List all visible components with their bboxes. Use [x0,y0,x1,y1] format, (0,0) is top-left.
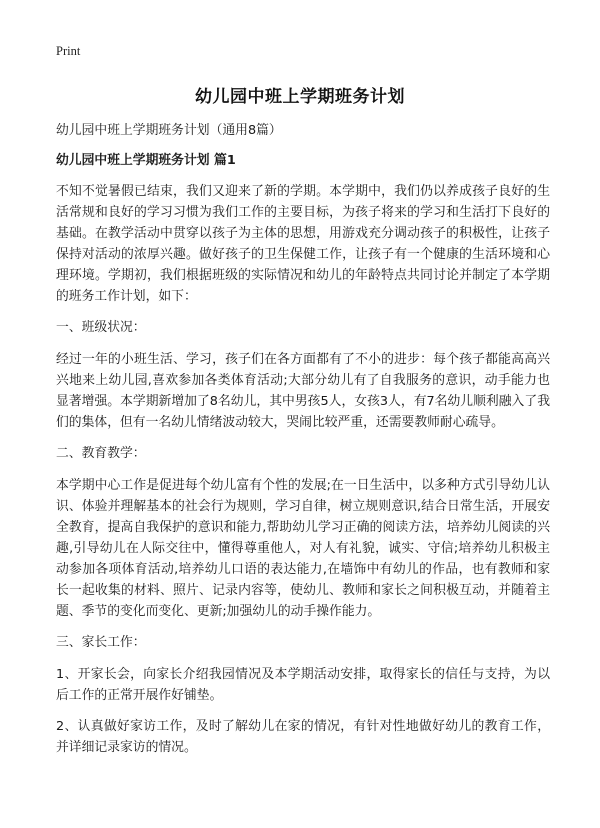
class-status-paragraph: 经过一年的小班生活、学习，孩子们在各方面都有了不小的进步：每个孩子都能高高兴兴地来上幼儿园,喜欢参加各类体育活动;大部分幼儿有了自我服务的意识，动手能力也显著增强。本学期新增加了8名幼儿，其中男孩5人，女孩3人，有7名幼儿顺利融入了我们的集体，但有一名幼儿情绪波动较大，哭闹比较严重，还需要教师耐心疏导。 [56,352,550,430]
document-title: 幼儿园中班上学期班务计划 [195,87,405,107]
print-label: Print [56,44,81,58]
heading-class-status: 一、班级状况： [56,320,146,335]
heading-parent-work: 三、家长工作： [56,635,146,650]
heading-teaching: 二、教育教学： [56,446,146,461]
parent-work-item-2: 2、认真做好家访工作，及时了解幼儿在家的情况，有针对性地做好幼儿的教育工作，并详细记录家访的情况。 [56,719,550,755]
parent-work-item-1: 1、开家长会，向家长介绍我园情况及本学期活动安排，取得家长的信任与支持，为以后工作的正常开展作好铺垫。 [56,667,550,703]
intro-paragraph: 不知不觉暑假已结束，我们又迎来了新的学期。本学期中，我们仍以养成孩子良好的生活常规和良好的学习习惯为我们工作的主要目标，为孩子将来的学习和生活打下良好的基础。在教学活动中贯穿以孩子为主体的思想，用游戏充分调动孩子的积极性，让孩子保持对活动的浓厚兴趣。做好孩子的卫生保健工作，让孩子有一个健康的生活环境和心理环境。学期初，我们根据班级的实际情况和幼儿的年龄特点共同讨论并制定了本学期的班务工作计划，如下： [56,184,550,304]
teaching-paragraph: 本学期中心工作是促进每个幼儿富有个性的发展;在一日生活中，以多种方式引导幼儿认识、体验并理解基本的社会行为规则，学习自律，树立规则意识,结合日常生活，开展安全教育，提高自我保护的意识和能力,帮助幼儿学习正确的阅读方法，培养幼儿阅读的兴趣,引导幼儿在人际交往中，懂得尊重他人，对人有礼貌，诚实、守信;培养幼儿积极主动参加各项体育活动,培养幼儿口语的表达能力,在墙饰中有幼儿的作品，也有教师和家长一起收集的材料、照片、记录内容等，使幼儿、教师和家长之间积极互动，并随着主题、季节的变化而变化、更新;加强幼儿的动手操作能力。 [56,478,550,619]
document-subtitle: 幼儿园中班上学期班务计划（通用8篇） [56,123,282,138]
document-body [56,120,550,768]
section-title: 幼儿园中班上学期班务计划 篇1 [56,153,236,168]
